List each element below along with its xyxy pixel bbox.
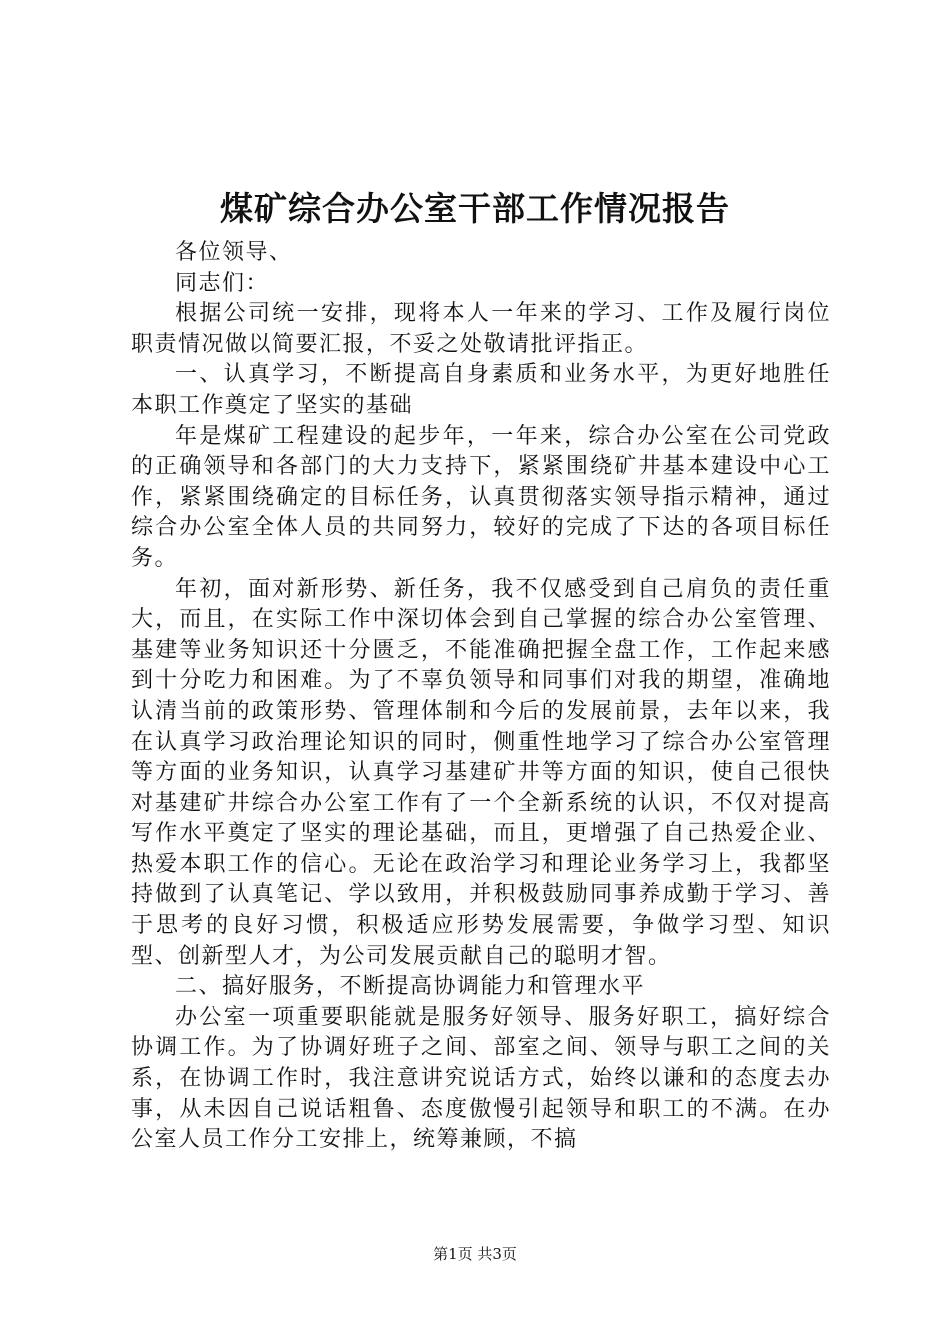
- body-paragraph: 办公室一项重要职能就是服务好领导、服务好职工，搞好综合协调工作。为了协调好班子之间、部室之间、领导与职工之间的关系，在协调工作时，我注意讲究说话方式，始终以谦和的态度去办事，从未因自己说话粗鲁、态度傲慢引起领导和职工的不满。在办公室人员工作分工安排上，统筹兼顾，不搞: [131, 1004, 831, 1153]
- section-heading: 二、搞好服务，不断提高协调能力和管理水平: [175, 974, 646, 1000]
- body-paragraph: 年初，面对新形势、新任务，我不仅感受到自己肩负的责任重大，而且，在实际工作中深切体会到自己掌握的综合办公室管理、基建等业务知识还十分匮乏，不能准确把握全盘工作，工作起来感到十分吃力和困难。为了不辜负领导和同事们对我的期望，准确地认清当前的政策形势、管理体制和今后的发展前景，去年以来，我在认真学习政治理论知识的同时，侧重性地学习了综合办公室管理等方面的业务知识，认真学习基建矿井等方面的知识，使自己很快对基建矿井综合办公室工作有了一个全新系统的认识，不仅对提高写作水平奠定了坚实的理论基础，而且，更增强了自己热爱企业、热爱本职工作的信心。无论在政治学习和理论业务学习上，我都坚持做到了认真笔记、学以致用，并积极鼓励同事养成勤于学习、善于思考的良好习惯，积极适应形势发展需要，争做学习型、知识型、创新型人才，为公司发展贡献自己的聪明才智。: [131, 576, 831, 969]
- page-footer: 第1页 共3页: [433, 1245, 517, 1263]
- body-paragraph: 年是煤矿工程建设的起步年，一年来，综合办公室在公司党政的正确领导和各部门的大力支持下，紧紧围绕矿井基本建设中心工作，紧紧围绕确定的目标任务，认真贯彻落实领导指示精神，通过综合办公室全体人员的共同努力，较好的完成了下达的各项目标任务。: [131, 423, 831, 571]
- salutation-line: 同志们：: [175, 270, 270, 296]
- salutation-line: 各位领导、: [175, 240, 293, 265]
- document-title: 煤矿综合办公室干部工作情况报告: [220, 189, 730, 228]
- body-paragraph: 根据公司统一安排，现将本人一年来的学习、工作及履行岗位职责情况做以简要汇报，不妥之处敬请批评指正。: [131, 301, 831, 357]
- section-heading: 一、认真学习，不断提高自身素质和业务水平，为更好地胜任本职工作奠定了坚实的基础: [131, 362, 831, 418]
- document-body: [131, 238, 831, 1156]
